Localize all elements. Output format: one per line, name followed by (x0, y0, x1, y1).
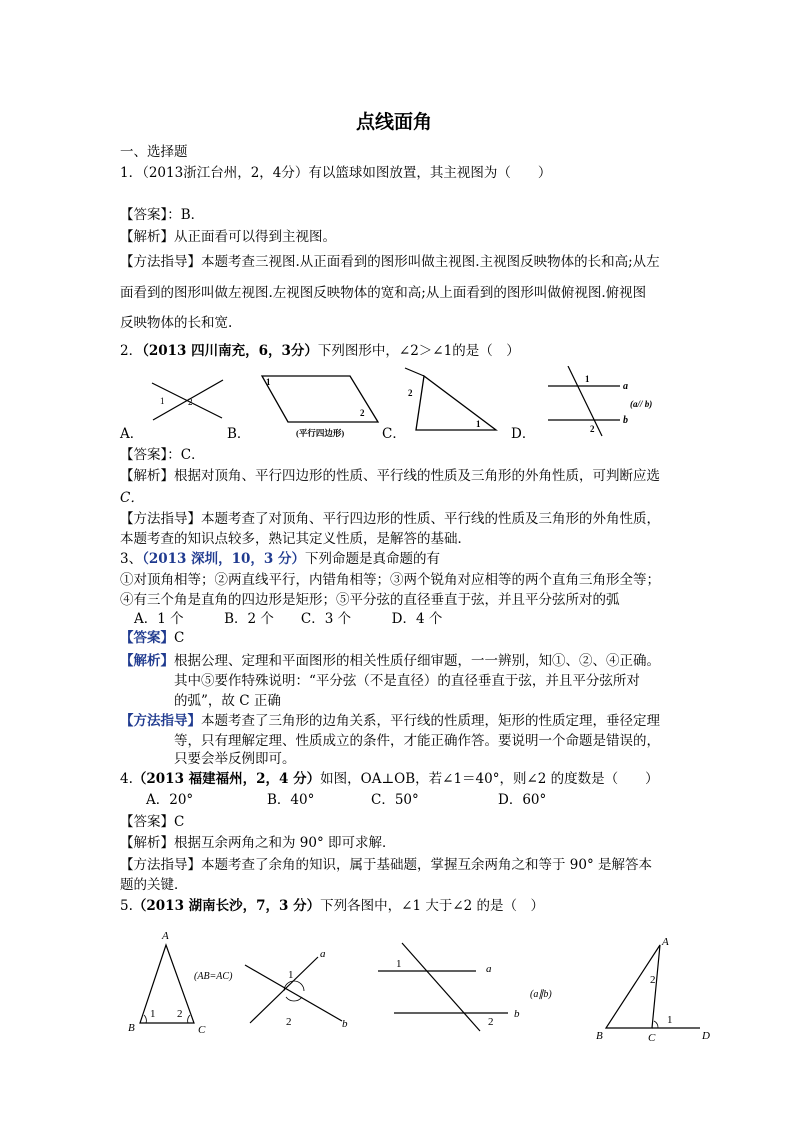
question-1-guide-line: 【方法指导】本题考查三视图.从正面看到的图形叫做主视图.主视图反映物体的长和高;从左 (120, 254, 660, 270)
analysis-tag: 【解析】 (120, 653, 174, 669)
question-1-stem: 1．（2013浙江台州，2，4分）有以篮球如图放置，其主视图为（ ） (120, 165, 552, 181)
figure-2a-crossing-lines (152, 380, 223, 420)
answer-tag: 【答案】 (120, 630, 174, 646)
question-4-guide: 题的关键． (120, 877, 188, 893)
vertex-label: B (128, 1022, 135, 1034)
question-3-number: 3、 (120, 551, 143, 567)
question-4-option-a: A．20° (146, 792, 194, 808)
guide-text: 本题考查了三角形的边角关系，平行线的性质理，矩形的性质定理，垂径定理 (201, 713, 660, 729)
figure-2b-parallelogram (262, 376, 378, 438)
angle-label: 2 (590, 424, 595, 434)
section-heading: 一、选择题 (120, 144, 188, 160)
angle-label: 1 (396, 958, 402, 970)
question-5-source: （2013 湖南长沙，7，3 分） (132, 898, 321, 914)
question-1-answer: 【答案】：B． (120, 207, 205, 223)
question-2-guide: 【方法指导】本题考查了对顶角、平行四边形的性质、平行线的性质及三角形的外角性质， (120, 511, 660, 527)
option-b: B． (227, 426, 251, 442)
angle-label: 1 (266, 377, 271, 387)
question-5-figures (110, 925, 720, 1045)
question-3-analysis (120, 652, 660, 670)
figure-5d-triangle (596, 936, 710, 1044)
line-label-a: a (486, 963, 492, 975)
question-3-answer (120, 629, 184, 647)
angle-label: 1 (150, 1008, 156, 1020)
page-title: 点线面角 (356, 111, 433, 133)
question-3-guide-line: 等，只有理解定理、性质成立的条件，才能正确作答。要说明一个命题是错误的， (174, 733, 660, 749)
vertex-label: A (662, 936, 669, 948)
question-3-options: A．1 个 B．2 个 C．3 个 D．4 个 (134, 611, 443, 627)
figure-2c-triangle (405, 368, 496, 430)
vertex-label: A (162, 930, 169, 942)
question-4-option-c: C．50° (371, 792, 419, 808)
angle-label: 1 (476, 419, 481, 429)
figure-2b-caption: (平行四边形) (296, 428, 345, 438)
figure-5a-isosceles-triangle (128, 930, 233, 1036)
question-4-stem (120, 770, 659, 788)
figure-5c-note: (a∥b) (530, 989, 552, 1000)
option-a: A． (120, 426, 144, 442)
angle-label: 2 (360, 408, 365, 418)
question-1-analysis: 【解析】从正面看可以得到主视图。 (120, 229, 336, 245)
angle-label: 2 (650, 974, 656, 986)
vertex-label: B (596, 1030, 603, 1042)
line-label-b: b (342, 1018, 348, 1030)
angle-label: 1 (160, 396, 165, 406)
question-3-line: ①对顶角相等；②两直线平行，内错角相等；③两个锐角对应相等的两个直角三角形全等； (120, 572, 660, 588)
angle-label: 1 (288, 969, 294, 981)
figure-5b-crossing-lines (245, 948, 348, 1030)
question-2-answer: 【答案】：C． (120, 447, 205, 463)
line-label-a: a (320, 948, 326, 960)
vertex-label: C (648, 1032, 656, 1044)
question-4-answer: 【答案】C (120, 814, 185, 830)
option-d: D． (511, 426, 536, 442)
question-4-text: 如图，OA⊥OB，若∠1＝40°，则∠2 的度数是（ ） (320, 771, 659, 787)
angle-label: 2 (177, 1008, 183, 1020)
figure-5a-note: (AB=AC) (194, 971, 233, 982)
question-2-analysis: C． (120, 490, 144, 506)
angle-label: 2 (286, 1016, 292, 1028)
line-label-b: b (623, 415, 628, 426)
figure-2d-note: (a// b) (630, 399, 653, 409)
question-3-analysis-line: 的弧”，故 C 正确 (174, 693, 281, 709)
question-3-text: 下列命题是真命题的有 (305, 551, 440, 567)
line-label-b: b (514, 1008, 520, 1020)
question-5-stem (120, 897, 544, 915)
question-3-line: ④有三个角是直角的四边形是矩形；⑤平分弦的直径垂直于弦，并且平分弦所对的弧 (120, 592, 620, 608)
question-3-stem (120, 550, 440, 568)
question-3-source: （2013 深圳，10，3 分） (142, 551, 305, 567)
question-4-option-b: B．40° (267, 792, 315, 808)
figure-5c-parallel-lines (378, 943, 552, 1031)
vertex-label: C (198, 1024, 206, 1036)
question-1-guide-line: 面看到的图形叫做左视图.左视图反映物体的宽和高;从上面看到的图形叫做俯视图.俯视图 (120, 285, 647, 301)
answer-value: C (174, 630, 185, 646)
question-2-analysis: 【解析】根据对顶角、平行四边形的性质、平行线的性质及三角形的外角性质，可判断应选 (120, 468, 660, 484)
question-5-number: 5. (120, 898, 133, 914)
question-3-guide-line: 只要会举反例即可。 (174, 751, 296, 767)
question-5-text: 下列各图中，∠1 大于∠2 的是（ ） (320, 898, 545, 914)
option-c: C． (382, 426, 406, 442)
angle-label: 2 (408, 388, 413, 398)
question-2-source: （2013 四川南充，6，3分） (142, 343, 318, 359)
question-3-analysis-line: 其中⑤要作特殊说明：“平分弦（不是直径）的直径垂直于弦，并且平分弦所对 (174, 673, 640, 689)
vertex-label: D (702, 1030, 710, 1042)
question-4-source: （2013 福建福州，2，4 分） (132, 771, 321, 787)
figure-2d-parallel-lines (548, 366, 652, 436)
question-4-analysis: 【解析】根据互余两角之和为 90° 即可求解． (120, 835, 396, 851)
question-4-number: 4. (120, 771, 133, 787)
question-2-guide: 本题考查的知识点较多，熟记其定义性质，是解答的基础． (120, 531, 471, 547)
question-4-option-d: D．60° (498, 792, 547, 808)
question-2-stem (120, 342, 520, 360)
line-label-a: a (623, 381, 628, 392)
angle-label: 2 (488, 1016, 494, 1028)
analysis-text: 根据公理、定理和平面图形的相关性质仔细审题，一一辨别，知①、②、④正确。 (174, 653, 660, 669)
angle-label: 1 (585, 374, 590, 384)
angle-label: 2 (188, 397, 193, 407)
question-1-guide-line: 反映物体的长和宽. (120, 315, 233, 331)
question-2-number: 2． (120, 343, 143, 359)
angle-label: 1 (667, 1014, 673, 1026)
question-2-text: 下列图形中，∠2＞∠1的是（ ） (317, 343, 520, 359)
guide-tag: 【方法指导】 (120, 713, 201, 729)
question-3-guide (120, 712, 660, 730)
question-4-guide: 【方法指导】本题考查了余角的知识，属于基础题，掌握互余两角之和等于 90° 是解答本 (120, 857, 653, 873)
